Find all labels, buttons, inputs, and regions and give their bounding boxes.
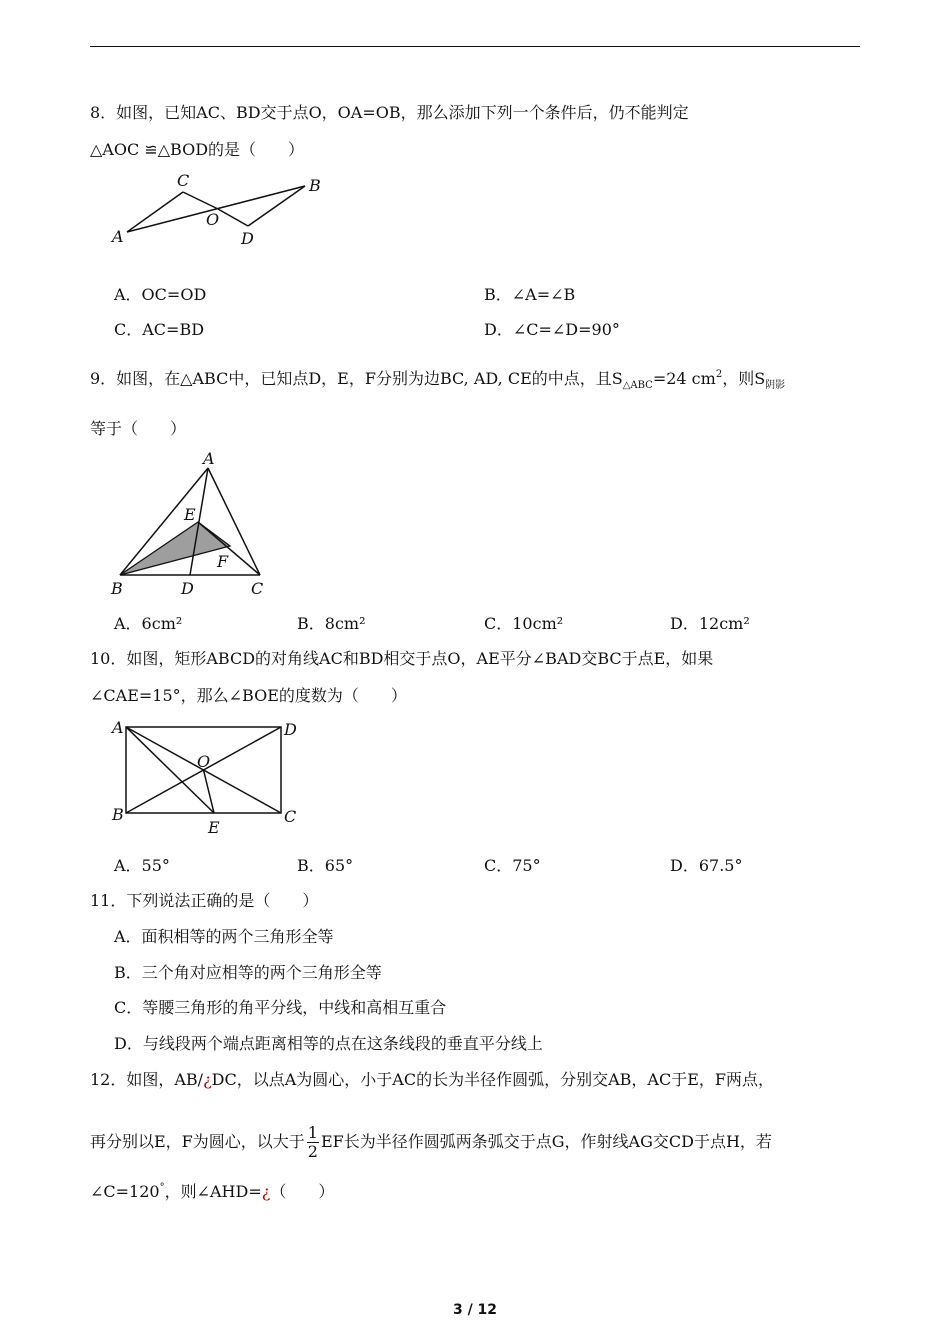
- q10-label-d: D: [284, 720, 297, 739]
- q12-stem-line3: [90, 1182, 334, 1205]
- q10-option-c: C．75°: [484, 856, 541, 875]
- q10-option-d: D．67.5°: [670, 856, 743, 875]
- q10-label-e: E: [208, 818, 220, 837]
- q9-stem-shaded-subscript: 阴影: [765, 380, 786, 391]
- q12-fraction: [307, 1124, 319, 1161]
- q12-fraction-denominator: 2: [307, 1142, 318, 1161]
- q12-stem-line1: [90, 1070, 774, 1090]
- q11-option-b: B．三个角对应相等的两个三角形全等: [114, 963, 382, 982]
- q12-line1-part1: 12．如图，AB/: [90, 1070, 204, 1089]
- q10-segment-oe: [204, 770, 215, 813]
- q11-stem: 11．下列说法正确的是（ ）: [90, 891, 319, 910]
- q8-segment-ac: [127, 192, 183, 232]
- q9-label-d: D: [181, 579, 194, 598]
- q12-line2-part2: EF长为半径作圆弧两条弧交于点G，作射线AG交CD于点H，若: [320, 1132, 772, 1151]
- q8-label-o: O: [206, 210, 220, 229]
- q8-option-d: D．∠C=∠D=90°: [484, 320, 620, 339]
- q12-line3-part3: （ ）: [270, 1182, 335, 1201]
- q8-stem-line1: 8．如图，已知AC、BD交于点O，OA=OB，那么添加下列一个条件后，仍不能判定: [90, 103, 689, 122]
- q12-line3-glyph: ¿: [261, 1182, 271, 1201]
- q11-option-a: A．面积相等的两个三角形全等: [114, 927, 334, 946]
- q12-line1-glyph: ¿: [203, 1070, 212, 1089]
- q8-label-c: C: [177, 171, 190, 190]
- q8-segment-od: [218, 209, 248, 226]
- q8-segment-bd: [248, 186, 305, 226]
- q9-stem-part1: 9．如图，在△ABC中，已知点D，E，F分别为边BC, AD, CE的中点，且S: [90, 369, 623, 388]
- q9-label-a: A: [203, 449, 215, 468]
- q12-stem-line2: [90, 1123, 772, 1161]
- q8-label-d: D: [241, 229, 254, 248]
- q9-label-e: E: [184, 505, 196, 524]
- q10-label-c: C: [284, 807, 297, 826]
- q8-label-a: A: [112, 227, 124, 246]
- q8-segment-co: [183, 192, 218, 209]
- q12-fraction-numerator: 1: [307, 1123, 318, 1142]
- page-number: 3 / 12: [452, 1302, 498, 1318]
- q10-stem-line2: ∠CAE=15°，那么∠BOE的度数为（ ）: [90, 686, 407, 705]
- q11-option-d: D．与线段两个端点距离相等的点在这条线段的垂直平分线上: [114, 1034, 543, 1053]
- q10-option-a: A．55°: [114, 856, 170, 875]
- q8-option-a: A．OC=OD: [114, 285, 207, 304]
- q9-label-b: B: [111, 579, 123, 598]
- q12-line3-part1: ∠C=120: [90, 1182, 160, 1201]
- q8-figure: [100, 168, 340, 248]
- q9-stem-line2: 等于（ ）: [90, 419, 187, 438]
- q10-option-b: B．65°: [297, 856, 354, 875]
- q9-figure: [105, 446, 280, 601]
- q9-label-f: F: [217, 552, 229, 571]
- q9-stem-line1: [90, 369, 785, 392]
- q12-line3-part2: ，则∠AHD=: [164, 1182, 262, 1201]
- q9-label-c: C: [251, 579, 264, 598]
- q12-line3-degree: °: [159, 1182, 165, 1193]
- q9-option-b: B．8cm²: [297, 614, 366, 633]
- q9-option-d: D．12cm²: [670, 614, 750, 633]
- q8-option-c: C．AC=BD: [114, 320, 205, 339]
- q10-figure: [104, 714, 304, 840]
- q10-label-o: O: [197, 752, 211, 771]
- q9-stem-superscript: 2: [715, 369, 723, 380]
- q8-stem-line2: △AOC ≌△BOD的是（ ）: [90, 140, 305, 159]
- q8-option-b: B．∠A=∠B: [484, 285, 576, 304]
- q9-segment-ac: [208, 468, 260, 575]
- q11-option-c: C．等腰三角形的角平分线，中线和高相互重合: [114, 998, 447, 1017]
- q10-label-b: B: [112, 805, 124, 824]
- q8-label-b: B: [309, 176, 321, 195]
- q9-stem-part3: ，则S: [722, 369, 766, 388]
- q12-line1-part2: DC，以点A为圆心，小于AC的长为半径作圆弧，分别交AB，AC于E，F两点，: [211, 1070, 774, 1089]
- q9-stem-subscript: △ABC: [622, 380, 653, 391]
- q9-option-c: C．10cm²: [484, 614, 564, 633]
- q12-line2-part1: 再分别以E，F为圆心，以大于: [90, 1132, 305, 1151]
- header-rule: [90, 46, 860, 47]
- q10-stem-line1: 10．如图，矩形ABCD的对角线AC和BD相交于点O，AE平分∠BAD交BC于点E，如果: [90, 649, 714, 668]
- q9-shaded-triangle: [120, 522, 230, 575]
- q10-label-a: A: [112, 718, 124, 737]
- q9-option-a: A．6cm²: [114, 614, 183, 633]
- q9-stem-part2: =24 cm: [652, 369, 716, 388]
